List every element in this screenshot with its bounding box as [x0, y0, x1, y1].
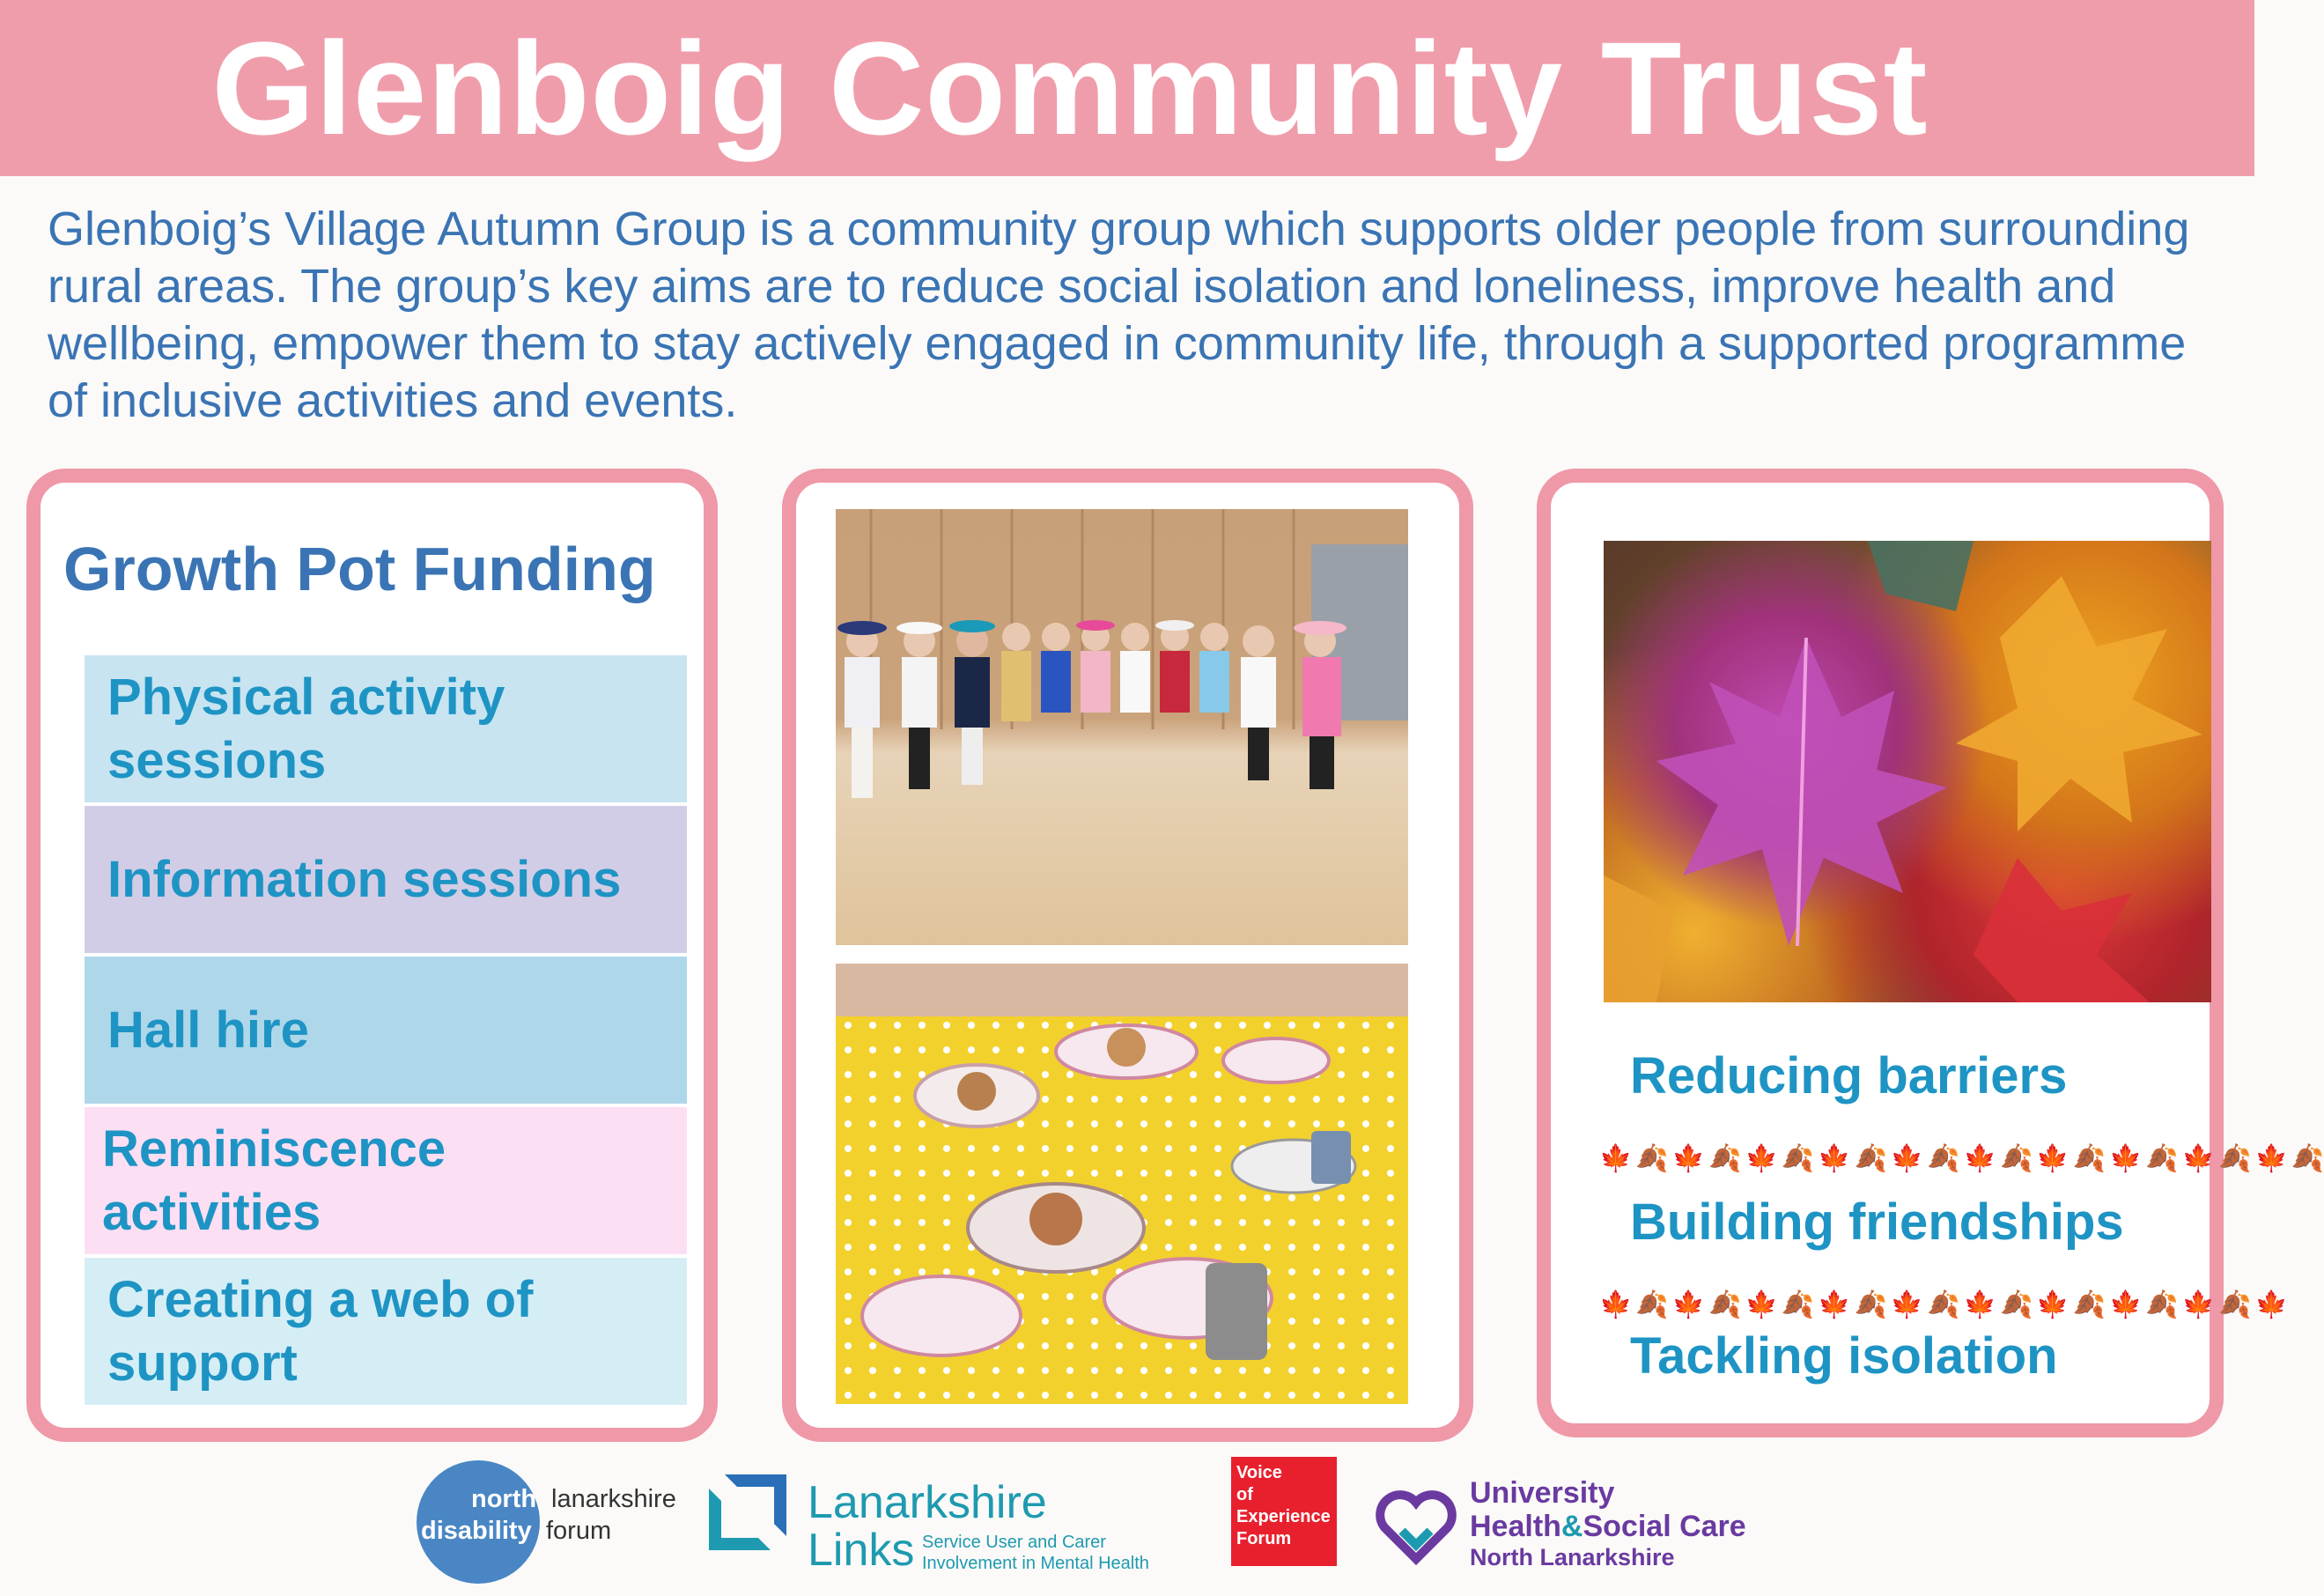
voef-line-2: of [1236, 1485, 1253, 1504]
autumn-leaves-drawing [1604, 541, 2211, 1002]
lanarkshire-links-logo [709, 1453, 1202, 1585]
nldf-word-disability: disability [421, 1517, 532, 1545]
nldf-word-forum: forum [546, 1517, 612, 1545]
links-square-icon-inner [725, 1474, 786, 1536]
funding-panel [26, 469, 718, 1442]
uhsc-health: Health [1470, 1510, 1561, 1543]
uhsc-ampersand: & [1560, 1510, 1583, 1543]
leaf-divider: 🍁 🍂 🍁 🍂 🍁 🍂 🍁 🍂 🍁 🍂 🍁 🍂 🍁 🍂 🍁 🍂 🍁 🍂 🍁 [1599, 1290, 2288, 1319]
links-name-line1: Lanarkshire [808, 1477, 1047, 1528]
outcomes-panel [1537, 469, 2324, 1437]
funding-item-physical-activity [85, 655, 687, 802]
outcome-reducing-barriers: Reducing barriers [1630, 1047, 2068, 1105]
uhsc-heart-icon [1376, 1487, 1457, 1568]
leaf-divider: 🍁 🍂 🍁 🍂 🍁 🍂 🍁 🍂 🍁 🍂 🍁 🍂 🍁 🍂 🍁 🍂 🍁 🍂 🍁 🍂 [1599, 1144, 2324, 1173]
nldf-word-lanarkshire: lanarkshire [551, 1485, 676, 1513]
page-title: Glenboig Community Trust [211, 14, 1929, 162]
funding-item-information [85, 806, 687, 953]
title-banner [0, 0, 2254, 176]
funding-item-label: Reminiscence activities [102, 1119, 446, 1241]
funding-item-label: Physical activity sessions [107, 668, 505, 789]
voef-line-3: Experience [1236, 1507, 1331, 1526]
funding-item-reminiscence [85, 1107, 687, 1254]
links-tagline-2: Involvement in Mental Health [922, 1554, 1149, 1573]
nldf-word-north: north [471, 1485, 537, 1513]
uhsc-social-care: Social Care [1583, 1510, 1746, 1543]
voef-logo [1231, 1457, 1337, 1566]
funding-item-label: Creating a web of support [107, 1270, 534, 1392]
uhsc-line-3: North Lanarkshire [1470, 1544, 1675, 1570]
voef-line-1: Voice [1236, 1463, 1282, 1482]
nldf-logo [414, 1453, 696, 1585]
uhsc-logo [1376, 1453, 1807, 1585]
outcome-tackling-isolation: Tackling isolation [1630, 1327, 2058, 1385]
funding-item-label: Information sessions [107, 850, 622, 908]
photos-panel [782, 469, 1473, 1442]
partner-logos [414, 1453, 1805, 1585]
funding-item-label: Hall hire [107, 1001, 309, 1059]
autumn-leaves-image [1604, 541, 2211, 1002]
afternoon-tea-drawing [836, 964, 1408, 1404]
intro-paragraph: Glenboig’s Village Autumn Group is a community group which supports older people from surrounding rural areas. The group’s key aims are to reduce social isolation and loneliness, improve health and wellbeing, empower them to stay actively engaged in community life, through a supported programme of inclusive activities and events. [48, 203, 2190, 427]
group-photo-drawing [836, 509, 1408, 945]
afternoon-tea-image [836, 964, 1408, 1404]
links-tagline-1: Service User and Carer [922, 1533, 1106, 1552]
funding-title: Growth Pot Funding [63, 535, 656, 603]
funding-item-hall-hire [85, 957, 687, 1104]
links-name-line2: Links [808, 1525, 915, 1576]
uhsc-line-2 [1470, 1510, 1746, 1544]
voef-line-4: Forum [1236, 1529, 1292, 1548]
uhsc-line-1: University [1470, 1476, 1615, 1510]
funding-item-web-of-support [85, 1258, 687, 1405]
outcome-building-friendships: Building friendships [1630, 1193, 2124, 1251]
group-photo-image [836, 509, 1408, 945]
